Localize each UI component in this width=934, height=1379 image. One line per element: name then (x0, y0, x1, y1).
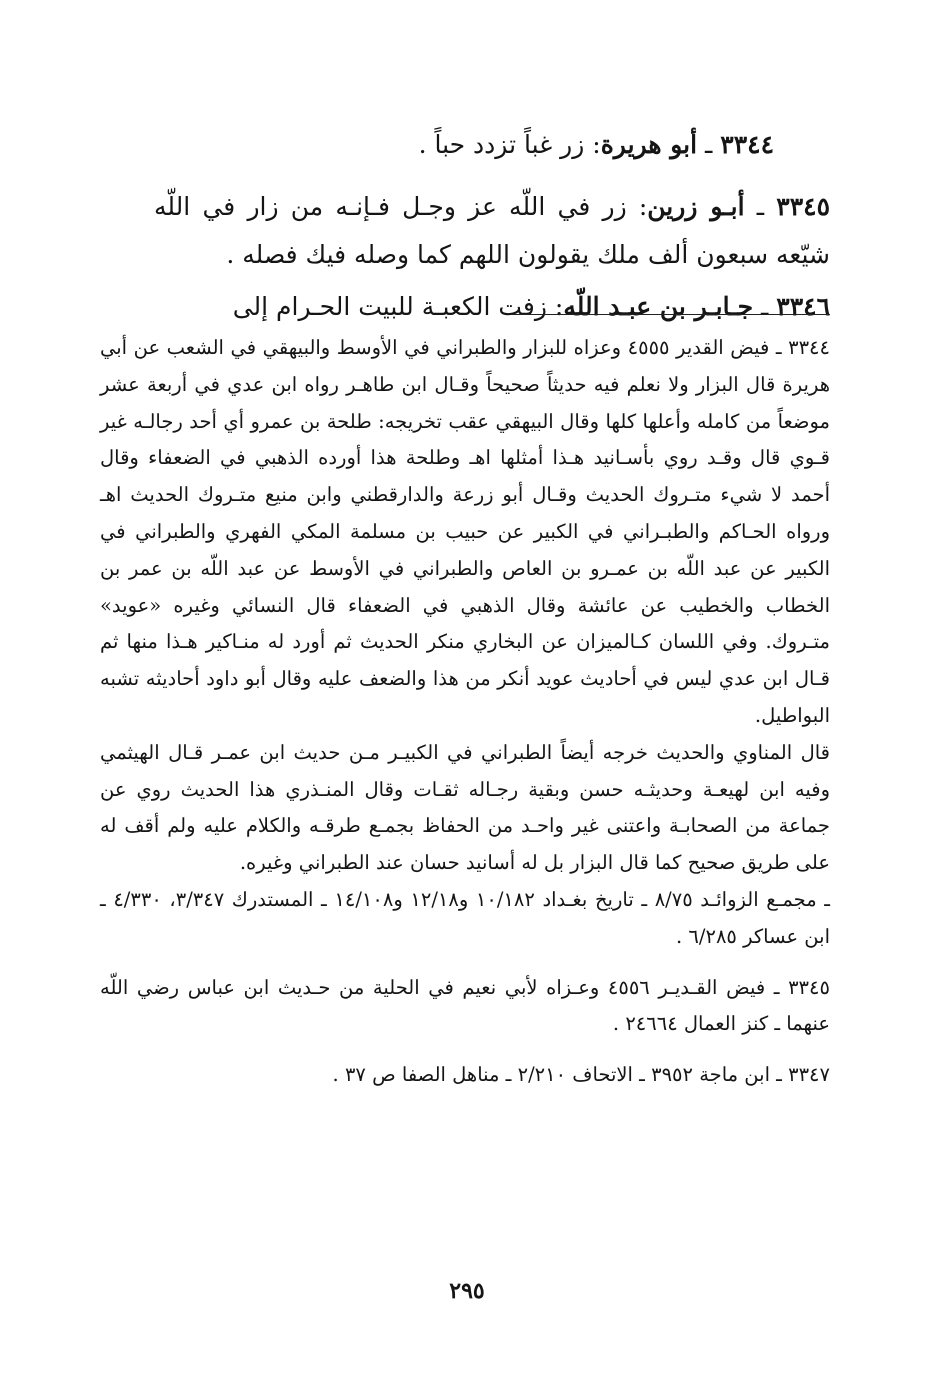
footnote-3344-continued: قال المناوي والحديث خرجه أيضاً الطبراني في الكبيـر مـن حديث ابن عمـر قـال الهيثمي وفيه ابن لهيعـة وحديثـه حسن وبقية رجـاله ثقـات وقال المنـذري هذا الحديث روي عن جماعة من الصحابـة واعتنى غير واحـد من الحفاظ بجمـع طرقـه والكلام عليه ولم أقف له على طريق صحيح كما قال البزار بل له أسانيد حسان عند الطبراني وغيره. (100, 740, 830, 875)
page-number: ٢٩٥ (449, 1278, 485, 1304)
footnote-3345: ٣٣٤٥ ـ فيض القـديـر ٤٥٥٦ وعـزاه لأبي نعيم في الحلية من حـديث ابن عباس رضي اللّه عنهما ـ كنز العمال ٢٤٦٦٤ . (100, 975, 830, 1036)
narrator-name: أبـو زرين (647, 192, 745, 221)
footnote-3344: ٣٣٤٤ ـ فيض القدير ٤٥٥٥ وعزاه للبزار والطبراني في الأوسط والبيهقي في الشعب عن أبي هريرة قال البزار ولا نعلم فيه حديثاً صحيحاً وقـال ابن طاهـر رواه ابن عدي في أربعة عشر موضعاً من كامله وأعلها كلها وقال البيهقي عقب تخريجه: طلحة بن عمرو أي أحد رجالـه غير قـوي قال وقـد روي بأسـانيد هـذا أمثلها اهـ وطلحة هذا أورده الذهبي في الضعفاء وقال أحمد لا شيء متـروك الحديث وقـال أبو زرعة والدارقطني وابن منيع متـروك الحديث اهـ ورواه الحـاكم والطبـراني في الكبير عن حبيب بن مسلمة المكي الفهري والطبراني في الكبير عن عبد اللّه بن عمـرو بن العاص والطبراني في الأوسط عن عبد اللّه بن عمر بن الخطاب والخطيب عن عائشة وقال الذهبي في الضعفاء قال النسائي وغيره «عويد» متـروك. وفي اللسان كـالميزان عن البخاري منكر الحديث ثم أورد له منـاكير هـذا منها ثم قـال ابن عدي ليس في أحاديث عويد أنكر من هذا والضعف عليه وقال أبو داود أحاديثه تشبه البواطيل. (100, 336, 831, 727)
hadith-number: ٣٣٤٥ (776, 192, 831, 221)
narrator-name: أبو هريرة (600, 130, 698, 159)
hadith-text: : زفت الكعبـة للبيت الحـرام إلى (232, 292, 564, 321)
footnotes (100, 330, 830, 1094)
footnote-separator (510, 314, 830, 315)
narrator-name: جـابـر بن عبـد اللّه (563, 292, 754, 321)
hadith-text: : زر غباً تزدد حباً . (418, 130, 601, 159)
footnote-3344-references: ـ مجمـع الزوائـد ٨/٧٥ ـ تاريخ بغـداد ١٠/١٨٢ و١٢/١٨ و١٤/١٠٨ ـ المستدرك ٣/٣٤٧، ٤/٣٣٠ ـ ابن عساكر ٦/٢٨٥ . (100, 887, 830, 948)
hadith-number: ٣٣٤٤ (720, 130, 774, 159)
hadith-number: ٣٣٤٦ (776, 292, 830, 321)
hadith-text: : زر في اللّه عز وجـل فـإنـه من زار في اللّه شيّعه سبعون ألف ملك يقولون اللهم كما وصله فيك فصله . (154, 192, 830, 269)
entry-dash: ـ (756, 192, 765, 221)
hadith-entry-3344 (154, 121, 774, 169)
hadith-entry-3345 (154, 183, 830, 279)
entry-dash: ـ (761, 292, 769, 321)
footnote-3347: ٣٣٤٧ ـ ابن ماجة ٣٩٥٢ ـ الاتحاف ٢/٢١٠ ـ مناهل الصفا ص ٣٧ . (332, 1063, 830, 1087)
entry-dash: ـ (705, 130, 713, 159)
hadith-entry-3346 (154, 283, 830, 331)
